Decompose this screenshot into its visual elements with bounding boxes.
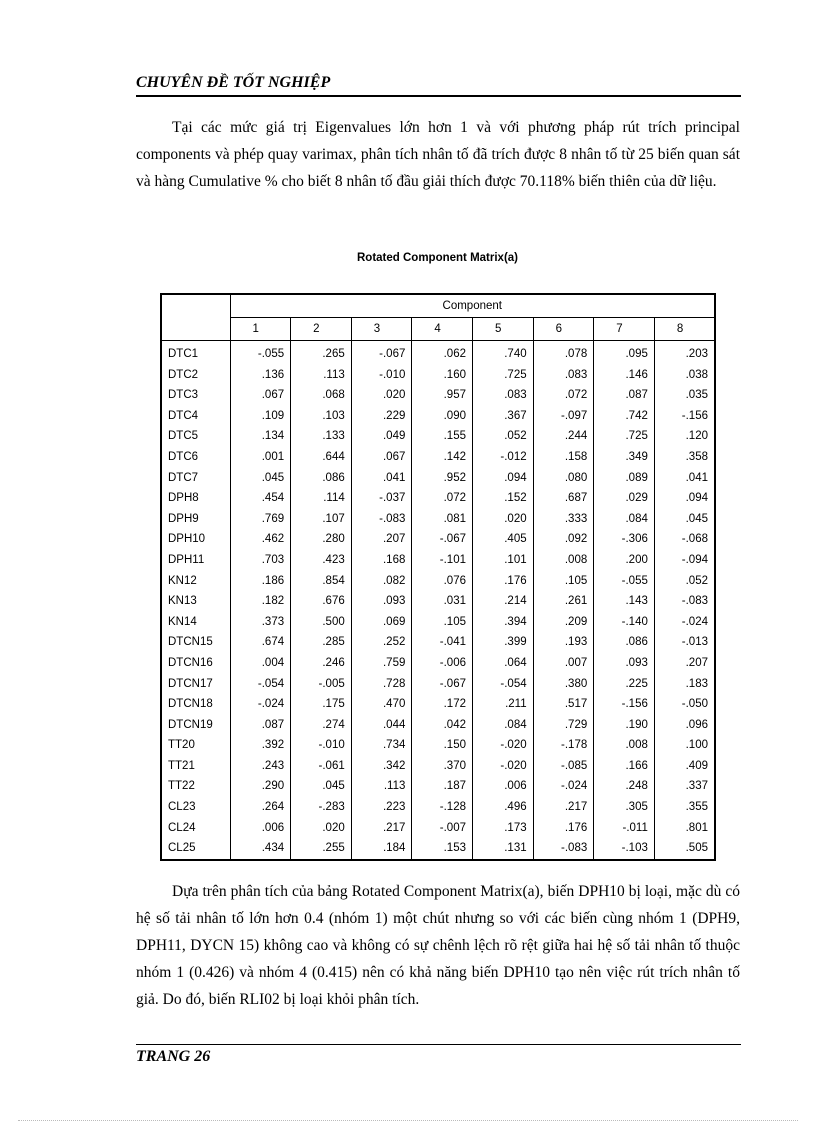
loading-value: .041 — [351, 468, 412, 489]
loading-value: .274 — [291, 715, 352, 736]
table-row — [161, 365, 715, 386]
loading-value: .349 — [594, 447, 655, 468]
loading-value: -.103 — [594, 838, 655, 860]
loading-value: .209 — [533, 612, 594, 633]
loading-value: .729 — [533, 715, 594, 736]
loading-value: -.061 — [291, 756, 352, 777]
loading-value: .265 — [291, 341, 352, 365]
loading-value: -.306 — [594, 529, 655, 550]
loading-value: .155 — [412, 426, 473, 447]
table-row — [161, 838, 715, 860]
loading-value: -.156 — [654, 406, 715, 427]
loading-value: .703 — [230, 550, 291, 571]
table-row — [161, 550, 715, 571]
loading-value: .084 — [594, 509, 655, 530]
loading-value: .423 — [291, 550, 352, 571]
loading-value: .007 — [533, 653, 594, 674]
loading-value: -.024 — [533, 776, 594, 797]
loading-value: .020 — [351, 385, 412, 406]
loading-value: .200 — [594, 550, 655, 571]
loading-value: .093 — [594, 653, 655, 674]
component-column-header: 5 — [473, 318, 534, 341]
loading-value: -.178 — [533, 735, 594, 756]
loading-value: .131 — [473, 838, 534, 860]
loading-value: .042 — [412, 715, 473, 736]
loading-value: .087 — [594, 385, 655, 406]
loading-value: -.024 — [230, 694, 291, 715]
loading-value: .100 — [654, 735, 715, 756]
loading-value: .103 — [291, 406, 352, 427]
loading-value: .045 — [291, 776, 352, 797]
loading-value: .004 — [230, 653, 291, 674]
loading-value: .041 — [654, 468, 715, 489]
loading-value: .176 — [473, 571, 534, 592]
variable-label: DTCN18 — [168, 698, 213, 711]
loading-value: .172 — [412, 694, 473, 715]
loading-value: .176 — [533, 818, 594, 839]
table-row — [161, 426, 715, 447]
loading-value: .214 — [473, 591, 534, 612]
table-row — [161, 818, 715, 839]
variable-label: KN14 — [168, 615, 197, 628]
loading-value: .094 — [654, 488, 715, 509]
loading-value: .517 — [533, 694, 594, 715]
loading-value: .186 — [230, 571, 291, 592]
loading-value: .084 — [473, 715, 534, 736]
loading-value: .193 — [533, 632, 594, 653]
loading-value: .035 — [654, 385, 715, 406]
loading-value: -.005 — [291, 674, 352, 695]
loading-value: .136 — [230, 365, 291, 386]
loading-value: -.140 — [594, 612, 655, 633]
variable-label: TT22 — [168, 780, 195, 793]
loading-value: .133 — [291, 426, 352, 447]
loading-value: .728 — [351, 674, 412, 695]
loading-value: .089 — [594, 468, 655, 489]
table-row — [161, 488, 715, 509]
loading-value: .734 — [351, 735, 412, 756]
loading-value: .153 — [412, 838, 473, 860]
loading-value: .158 — [533, 447, 594, 468]
loading-value: .044 — [351, 715, 412, 736]
loading-value: .252 — [351, 632, 412, 653]
loading-value: .166 — [594, 756, 655, 777]
loading-value: -.024 — [654, 612, 715, 633]
loading-value: -.037 — [351, 488, 412, 509]
loading-value: .211 — [473, 694, 534, 715]
variable-label: CL24 — [168, 821, 196, 834]
variable-label: DTC2 — [168, 368, 199, 381]
loading-value: .175 — [291, 694, 352, 715]
loading-value: -.067 — [351, 341, 412, 365]
loading-value: .470 — [351, 694, 412, 715]
loading-value: .006 — [230, 818, 291, 839]
loading-value: .337 — [654, 776, 715, 797]
loading-value: .355 — [654, 797, 715, 818]
variable-label: CL25 — [168, 842, 196, 855]
loading-value: .105 — [533, 571, 594, 592]
loading-value: .380 — [533, 674, 594, 695]
loading-value: .020 — [291, 818, 352, 839]
loading-value: -.055 — [594, 571, 655, 592]
loading-value: .093 — [351, 591, 412, 612]
loading-value: .225 — [594, 674, 655, 695]
loading-value: .068 — [291, 385, 352, 406]
loading-value: .434 — [230, 838, 291, 860]
loading-value: .038 — [654, 365, 715, 386]
variable-label: DTCN16 — [168, 656, 213, 669]
footer-divider — [136, 1044, 741, 1045]
loading-value: -.013 — [654, 632, 715, 653]
loading-value: .394 — [473, 612, 534, 633]
loading-value: .801 — [654, 818, 715, 839]
loading-value: .094 — [473, 468, 534, 489]
document-header-title: CHUYÊN ĐỀ TỐT NGHIỆP — [136, 74, 331, 91]
variable-label: KN12 — [168, 574, 197, 587]
loading-value: .008 — [594, 735, 655, 756]
loading-value: -.067 — [412, 529, 473, 550]
loading-value: -.020 — [473, 756, 534, 777]
page-number-label: TRANG 26 — [136, 1048, 211, 1065]
loading-value: .095 — [594, 341, 655, 365]
loading-value: -.041 — [412, 632, 473, 653]
loading-value: .759 — [351, 653, 412, 674]
loading-value: .072 — [412, 488, 473, 509]
table-row — [161, 591, 715, 612]
loading-value: .083 — [473, 385, 534, 406]
loading-value: -.083 — [654, 591, 715, 612]
variable-label: DTCN19 — [168, 718, 213, 731]
variable-label: DPH9 — [168, 512, 199, 525]
loading-value: .742 — [594, 406, 655, 427]
loading-value: .109 — [230, 406, 291, 427]
loading-value: -.050 — [654, 694, 715, 715]
table-row — [161, 509, 715, 530]
variable-label: CL23 — [168, 801, 196, 814]
loading-value: .505 — [654, 838, 715, 860]
loading-value: -.094 — [654, 550, 715, 571]
table-header-row-numbers — [161, 318, 715, 341]
variable-label: DTC4 — [168, 409, 199, 422]
loading-value: .207 — [654, 653, 715, 674]
loading-value: .358 — [654, 447, 715, 468]
loading-value: .062 — [412, 341, 473, 365]
loading-value: .255 — [291, 838, 352, 860]
loading-value: .370 — [412, 756, 473, 777]
loading-value: .280 — [291, 529, 352, 550]
loading-value: .020 — [473, 509, 534, 530]
loading-value: -.011 — [594, 818, 655, 839]
loading-value: .090 — [412, 406, 473, 427]
loading-value: .342 — [351, 756, 412, 777]
loading-value: .725 — [473, 365, 534, 386]
table-row — [161, 735, 715, 756]
component-column-header: 8 — [654, 318, 715, 341]
loading-value: .081 — [412, 509, 473, 530]
loading-value: .146 — [594, 365, 655, 386]
table-row — [161, 447, 715, 468]
loading-value: .500 — [291, 612, 352, 633]
loading-value: .217 — [533, 797, 594, 818]
loading-value: .083 — [533, 365, 594, 386]
loading-value: .029 — [594, 488, 655, 509]
loading-value: .086 — [594, 632, 655, 653]
intro-paragraph: Tại các mức giá trị Eigenvalues lớn hơn 1 và với phương pháp rút trích principal components và phép quay varimax, phân tích nhân tố đã trích được 8 nhân tố từ 25 biến quan sát và hàng Cumulative % cho biết 8 nhân tố đầu giải thích được 70.118% biến thiên của dữ liệu. — [136, 119, 740, 190]
loading-value: .854 — [291, 571, 352, 592]
loading-value: .113 — [351, 776, 412, 797]
loading-value: -.128 — [412, 797, 473, 818]
loading-value: .399 — [473, 632, 534, 653]
loading-value: .182 — [230, 591, 291, 612]
loading-value: .367 — [473, 406, 534, 427]
loading-value: .080 — [533, 468, 594, 489]
loading-value: .008 — [533, 550, 594, 571]
component-column-header: 4 — [412, 318, 473, 341]
loading-value: -.006 — [412, 653, 473, 674]
loading-value: .105 — [412, 612, 473, 633]
loading-value: -.085 — [533, 756, 594, 777]
component-column-header: 1 — [230, 318, 291, 341]
loading-value: -.054 — [230, 674, 291, 695]
loading-value: .373 — [230, 612, 291, 633]
loading-value: .290 — [230, 776, 291, 797]
loading-value: -.083 — [533, 838, 594, 860]
loading-value: -.010 — [351, 365, 412, 386]
loading-value: .134 — [230, 426, 291, 447]
loading-value: .674 — [230, 632, 291, 653]
component-column-header: 3 — [351, 318, 412, 341]
loading-value: -.007 — [412, 818, 473, 839]
loading-value: .173 — [473, 818, 534, 839]
loading-value: .086 — [291, 468, 352, 489]
loading-value: .049 — [351, 426, 412, 447]
corner-cell — [161, 294, 230, 318]
loading-value: .246 — [291, 653, 352, 674]
loading-value: .229 — [351, 406, 412, 427]
loading-value: -.012 — [473, 447, 534, 468]
rotated-component-matrix — [160, 293, 716, 861]
loading-value: .067 — [351, 447, 412, 468]
loading-value: .052 — [654, 571, 715, 592]
table-header-row-component — [161, 294, 715, 318]
loading-value: .187 — [412, 776, 473, 797]
component-column-header: 2 — [291, 318, 352, 341]
loading-value: -.283 — [291, 797, 352, 818]
loading-value: .142 — [412, 447, 473, 468]
table-row — [161, 529, 715, 550]
variable-label: DTC1 — [168, 348, 199, 360]
variable-label: DTC5 — [168, 430, 199, 443]
loading-value: .184 — [351, 838, 412, 860]
loading-value: -.156 — [594, 694, 655, 715]
loading-value: .052 — [473, 426, 534, 447]
page-edge — [18, 1120, 798, 1121]
loading-value: .031 — [412, 591, 473, 612]
loading-value: .261 — [533, 591, 594, 612]
loading-value: -.067 — [412, 674, 473, 695]
loading-value: .243 — [230, 756, 291, 777]
loading-value: -.055 — [230, 341, 291, 365]
loading-value: .740 — [473, 341, 534, 365]
loading-value: .087 — [230, 715, 291, 736]
loading-value: -.101 — [412, 550, 473, 571]
loading-value: -.010 — [291, 735, 352, 756]
loading-value: -.083 — [351, 509, 412, 530]
loading-value: .244 — [533, 426, 594, 447]
loading-value: .096 — [654, 715, 715, 736]
loading-value: .072 — [533, 385, 594, 406]
loading-value: .168 — [351, 550, 412, 571]
loading-value: .285 — [291, 632, 352, 653]
table-row — [161, 653, 715, 674]
variable-label: DTCN17 — [168, 677, 213, 690]
table-body — [161, 341, 715, 860]
table-row — [161, 341, 715, 365]
table-row — [161, 715, 715, 736]
table-row — [161, 694, 715, 715]
loading-value: .113 — [291, 365, 352, 386]
component-column-header: 7 — [594, 318, 655, 341]
loading-value: .069 — [351, 612, 412, 633]
table-row — [161, 612, 715, 633]
loading-value: .078 — [533, 341, 594, 365]
loading-value: .207 — [351, 529, 412, 550]
variable-label: DTCN15 — [168, 636, 213, 649]
table-row — [161, 385, 715, 406]
loading-value: .190 — [594, 715, 655, 736]
loading-value: .143 — [594, 591, 655, 612]
loading-value: .001 — [230, 447, 291, 468]
loading-value: .454 — [230, 488, 291, 509]
loading-value: .405 — [473, 529, 534, 550]
loading-value: .076 — [412, 571, 473, 592]
loading-value: .045 — [654, 509, 715, 530]
loading-value: -.068 — [654, 529, 715, 550]
header-divider — [136, 95, 741, 97]
loading-value: .152 — [473, 488, 534, 509]
loading-value: .462 — [230, 529, 291, 550]
table-row — [161, 674, 715, 695]
loading-value: .067 — [230, 385, 291, 406]
loading-value: .082 — [351, 571, 412, 592]
analysis-paragraph: Dựa trên phân tích của bảng Rotated Component Matrix(a), biến DPH10 bị loại, mặc dù có hệ số tải nhân tố lớn hơn 0.4 (nhóm 1) một chút nhưng so với các biến cùng nhóm 1 (DPH9, DPH11, DYCN 15) không cao và không có sự chênh lệch rõ rệt giữa hai hệ số tải nhân tố thuộc nhóm 1 (0.426) và nhóm 4 (0.415) nên có khả năng biến DPH10 tạo nên việc rút trích nhân tố giả. Do đó, biến RLI02 bị loại khỏi phân tích. — [136, 883, 740, 1008]
table-row — [161, 776, 715, 797]
loading-value: .725 — [594, 426, 655, 447]
loading-value: .092 — [533, 529, 594, 550]
loading-value: .957 — [412, 385, 473, 406]
variable-label: DTC3 — [168, 389, 199, 402]
table-row — [161, 468, 715, 489]
variable-label: DPH11 — [168, 553, 205, 566]
loading-value: .120 — [654, 426, 715, 447]
loading-value: .305 — [594, 797, 655, 818]
variable-label: KN13 — [168, 595, 197, 608]
loading-value: .160 — [412, 365, 473, 386]
loading-value: .107 — [291, 509, 352, 530]
loading-value: .769 — [230, 509, 291, 530]
loading-value: .150 — [412, 735, 473, 756]
table-row — [161, 632, 715, 653]
variable-label: DTC6 — [168, 450, 199, 463]
variable-label: DPH8 — [168, 492, 199, 505]
loading-value: .392 — [230, 735, 291, 756]
loading-value: .203 — [654, 341, 715, 365]
loading-value: .644 — [291, 447, 352, 468]
table-row — [161, 756, 715, 777]
table-row — [161, 571, 715, 592]
variable-label: DPH10 — [168, 533, 206, 546]
corner-cell-lower — [161, 318, 230, 341]
variable-label: DTC7 — [168, 471, 199, 484]
loading-value: -.020 — [473, 735, 534, 756]
variable-label: TT20 — [168, 739, 195, 752]
table-row — [161, 406, 715, 427]
loading-value: -.054 — [473, 674, 534, 695]
loading-value: .676 — [291, 591, 352, 612]
loading-value: .101 — [473, 550, 534, 571]
loading-value: .045 — [230, 468, 291, 489]
loading-value: .006 — [473, 776, 534, 797]
loading-value: .952 — [412, 468, 473, 489]
loading-value: .687 — [533, 488, 594, 509]
component-column-header: 6 — [533, 318, 594, 341]
variable-label: TT21 — [168, 759, 195, 772]
loading-value: .183 — [654, 674, 715, 695]
component-group-header: Component — [230, 294, 715, 318]
loading-value: .496 — [473, 797, 534, 818]
table-row — [161, 797, 715, 818]
loading-value: -.097 — [533, 406, 594, 427]
loading-value: .064 — [473, 653, 534, 674]
loading-value: .217 — [351, 818, 412, 839]
loading-value: .223 — [351, 797, 412, 818]
loading-value: .248 — [594, 776, 655, 797]
table-title: Rotated Component Matrix(a) — [357, 252, 518, 264]
loading-value: .114 — [291, 488, 352, 509]
loading-value: .333 — [533, 509, 594, 530]
loading-value: .409 — [654, 756, 715, 777]
loading-value: .264 — [230, 797, 291, 818]
